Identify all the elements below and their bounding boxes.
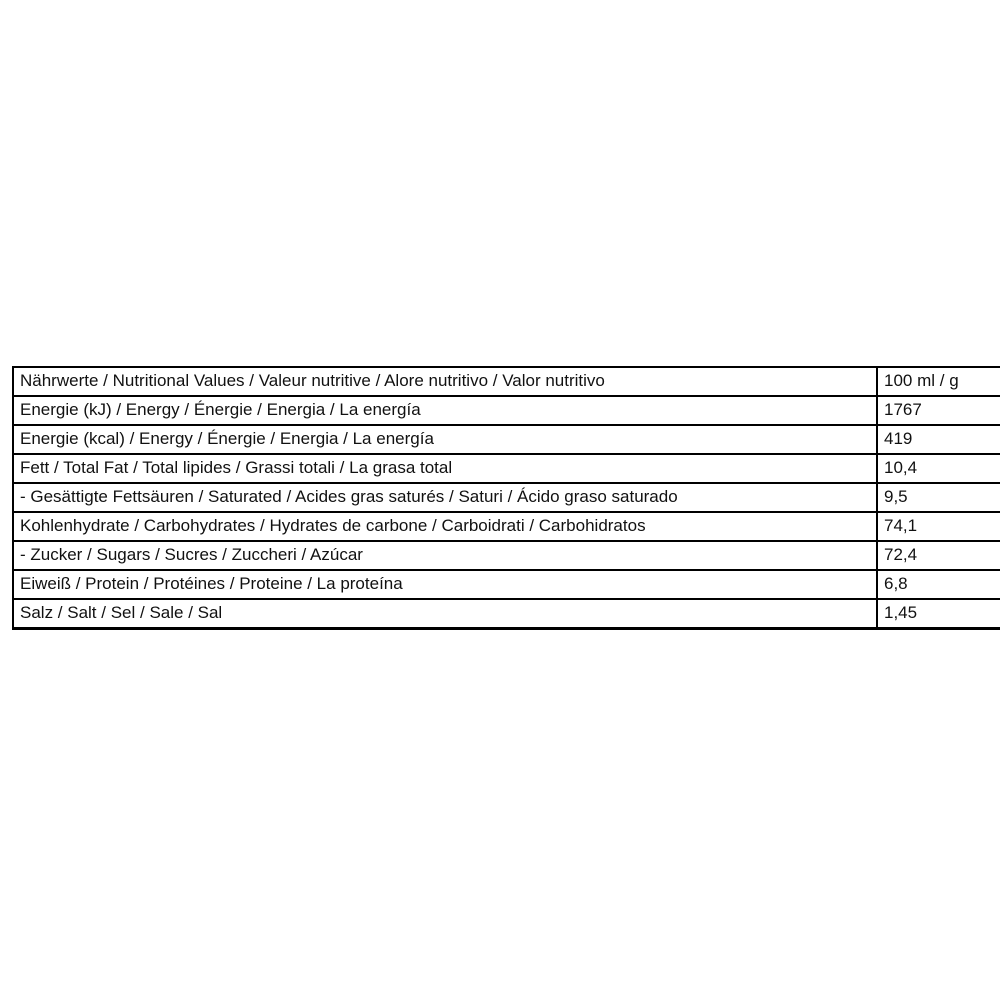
nutrient-label-cell: - Zucker / Sugars / Sucres / Zuccheri / Azúcar: [13, 541, 877, 570]
nutrient-label-cell: Energie (kcal) / Energy / Énergie / Energia / La energía: [13, 425, 877, 454]
table-header-row: [13, 367, 1000, 396]
nutrient-value-cell: 10,4: [877, 454, 1000, 483]
nutrient-label-cell: Kohlenhydrate / Carbohydrates / Hydrates de carbone / Carboidrati / Carbohidratos: [13, 512, 877, 541]
nutrient-value-cell: 419: [877, 425, 1000, 454]
table-row: [13, 599, 1000, 629]
table-row: [13, 570, 1000, 599]
table-row: [13, 512, 1000, 541]
nutrient-value-cell: 1767: [877, 396, 1000, 425]
nutrient-label-cell: Eiweiß / Protein / Protéines / Proteine / La proteína: [13, 570, 877, 599]
nutrient-label-cell: Salz / Salt / Sel / Sale / Sal: [13, 599, 877, 629]
nutrient-value-cell: 1,45: [877, 599, 1000, 629]
nutrient-value-cell: 9,5: [877, 483, 1000, 512]
header-value-cell: 100 ml / g: [877, 367, 1000, 396]
nutrition-table: [12, 366, 1000, 630]
table-row: [13, 541, 1000, 570]
nutrient-value-cell: 6,8: [877, 570, 1000, 599]
nutrient-label-cell: Fett / Total Fat / Total lipides / Grassi totali / La grasa total: [13, 454, 877, 483]
header-label-cell: Nährwerte / Nutritional Values / Valeur nutritive / Alore nutritivo / Valor nutritivo: [13, 367, 877, 396]
table-row: [13, 483, 1000, 512]
table-row: [13, 396, 1000, 425]
nutrient-value-cell: 74,1: [877, 512, 1000, 541]
table-row: [13, 454, 1000, 483]
nutrient-value-cell: 72,4: [877, 541, 1000, 570]
table-row: [13, 425, 1000, 454]
nutrient-label-cell: - Gesättigte Fettsäuren / Saturated / Acides gras saturés / Saturi / Ácido graso saturado: [13, 483, 877, 512]
nutrient-label-cell: Energie (kJ) / Energy / Énergie / Energia / La energía: [13, 396, 877, 425]
